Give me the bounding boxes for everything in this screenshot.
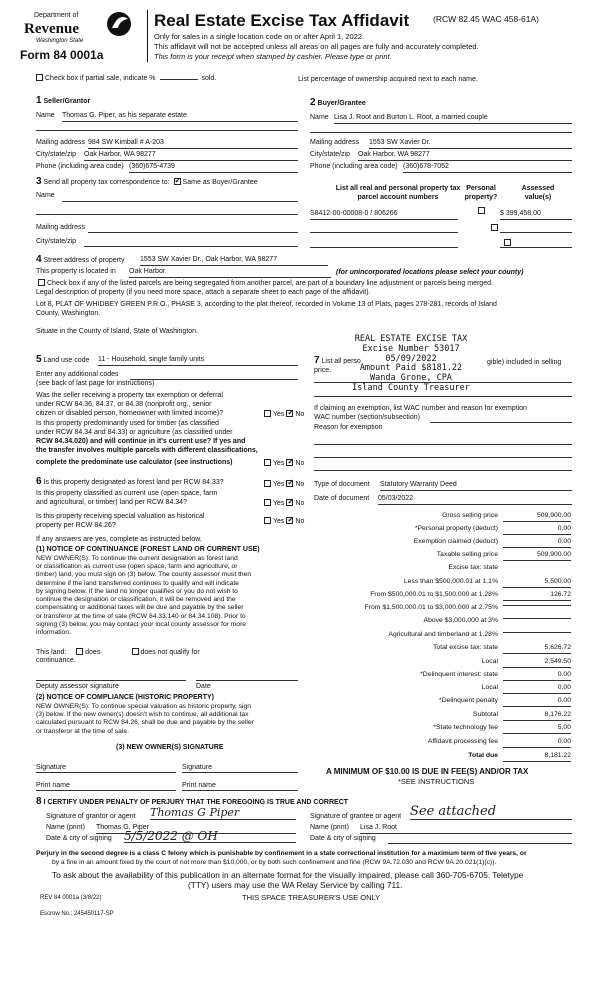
sec7-text-b: gible) included in selling — [487, 359, 562, 366]
land-use-field[interactable]: 11 - Household, single family units — [98, 356, 298, 366]
located-lbl: This property is located in — [36, 268, 116, 275]
notice-line: compensating or additional taxes will be due and payable by the seller — [36, 604, 244, 612]
historic-yes-no — [262, 517, 304, 527]
any-yes-note: If any answers are yes, complete as instructed below. — [36, 536, 202, 543]
grantor-name-lbl: Name (print) — [46, 824, 85, 831]
header-line1: Only for sales in a single location code on or after April 1, 2022. — [154, 32, 365, 41]
fee-label: Local — [481, 658, 498, 665]
new-owner-sig-title: (3) NEW OWNER(S) SIGNATURE — [116, 744, 224, 751]
buyer-city-field[interactable]: Oak Harbor, WA 98277 — [358, 151, 572, 161]
legal-desc-text3: Situate in the County of Island, State of Washington. — [36, 328, 199, 335]
wa-swoosh-icon — [106, 10, 132, 38]
stamp-line6: Island County Treasurer — [352, 382, 470, 393]
notice-line: information. — [36, 629, 71, 637]
fee-label: Taxable selling price — [436, 551, 498, 558]
continuance-label: continuance. — [36, 657, 76, 664]
forest-q-row — [36, 476, 224, 489]
street-address-label: Street address of property — [43, 257, 125, 264]
notice-line: or classification as current use (open space, farm and agriculture, or — [36, 563, 238, 571]
exemption-yes-no — [262, 410, 304, 420]
minimum-notice: A MINIMUM OF $10.00 IS DUE IN FEE(S) AND/OR TAX — [326, 767, 529, 776]
fee-label: *State technology fee — [433, 724, 498, 731]
buyer-mail-field[interactable]: 1553 SW Xavier Dr. — [369, 139, 572, 149]
exemption-q-l3: citizen or disabled person, homeowner with limited income)? — [36, 410, 224, 417]
reason-line3[interactable] — [314, 470, 572, 471]
does-not-checkbox[interactable] — [132, 648, 139, 655]
tax-corr-row — [36, 176, 258, 189]
washington-label: Washington State — [36, 38, 84, 44]
buyer-mail-lbl: Mailing address — [310, 139, 360, 146]
fee-value[interactable]: 5,626.72 — [503, 644, 571, 654]
fee-value[interactable]: 5,500.00 — [503, 578, 571, 588]
owner-print-2-lbl: Print name — [182, 782, 216, 789]
stamp-line4: Amount Paid $8181.22 — [359, 363, 463, 374]
fee-label: Subtotal — [473, 711, 498, 718]
notice-line: NEW OWNER(S): To continue the current designation as forest land — [36, 555, 238, 562]
parcel-row-2[interactable] — [310, 232, 458, 233]
fee-value[interactable]: 0.00 — [503, 697, 571, 707]
personal-property-checkbox-2[interactable] — [491, 224, 498, 231]
same-as-buyer-checkbox[interactable] — [174, 178, 181, 185]
grantee-name-lbl: Name (print) — [310, 824, 349, 831]
fee-label: From $500,000.01 to $1,500,000 at 1.28% — [370, 591, 498, 598]
buyer-title: Buyer/Grantee — [317, 100, 366, 107]
notice-line: signing (3) below, you may contact your local county assessor for more — [36, 620, 247, 628]
owner-sig-2-lbl: Signature — [182, 764, 212, 771]
personal-prop-row — [314, 355, 361, 368]
corr-name-line2 — [36, 214, 298, 215]
assessed-row-3[interactable] — [500, 247, 572, 248]
personal-prop-line2[interactable] — [314, 396, 572, 397]
exemption-no-checkbox[interactable] — [286, 410, 293, 417]
section-number: 7 — [314, 355, 320, 366]
reason-lbl: Reason for exemption — [314, 424, 383, 431]
buyer-name-lbl: Name — [310, 114, 329, 121]
legal-desc-text2: County, Washington. — [36, 310, 101, 317]
parcel-col-header — [313, 185, 483, 203]
exemption-wac-lbl: If claiming an exemption, list WAC number and reason for exemption — [314, 405, 527, 412]
reason-line1[interactable] — [314, 444, 572, 445]
timber-q-l5: complete the predominate use calculator (see instructions) — [36, 459, 233, 466]
timber-q-l4: the transfer involves multiple parcels with different classifications, — [36, 447, 258, 454]
timber-q-l2: under RCW 84.34 and 84.33) or agriculture (as classified under — [36, 429, 233, 436]
form-number: Form 84 0001a — [20, 48, 104, 62]
stamp-line5: Wanda Grone, CPA — [370, 373, 452, 384]
assessed-row-2[interactable] — [500, 232, 572, 233]
rcw-ref: (RCW 82.45 WAC 458-61A) — [433, 14, 539, 24]
corr-city-lbl: City/state/zip — [36, 238, 77, 245]
fee-value[interactable]: 0.00 — [503, 671, 571, 681]
tax-corr-label: Send all property tax correspondence to: — [43, 179, 170, 186]
personal-property-checkbox-1[interactable] — [478, 207, 485, 214]
see-instructions: *SEE INSTRUCTIONS — [398, 777, 475, 786]
notice-line: by signing below. If the land no longer qualifies or you do not wish to — [36, 587, 238, 595]
current-use-yes-checkbox[interactable] — [264, 499, 271, 506]
legal-desc-text1: Lot 8, PLAT OF WHIDBEY GREEN P.R.O., PHASE 3, according to the plat thereof, recorded in Volume 13 of Plats, pages 278-281, records of Island — [36, 301, 497, 308]
notice-compliance-text — [36, 703, 254, 736]
notice-line: or transferor at the time of sale. — [36, 727, 129, 735]
header-divider — [147, 10, 148, 62]
section-number: 5 — [36, 354, 42, 365]
notice-compliance-title: (2) NOTICE OF COMPLIANCE (HISTORIC PROPERTY) — [36, 694, 214, 701]
exemption-yes-checkbox[interactable] — [264, 410, 271, 417]
fee-value[interactable]: 0.00 — [503, 525, 571, 535]
uninc-note: (for unincorporated locations please select your county) — [336, 269, 524, 276]
fee-label: Less than $500,000.01 at 1.1% — [403, 578, 498, 585]
parcel-row-3[interactable] — [310, 247, 458, 248]
notice-line: timber) land, you must sign on (3) below. The county assessor must then — [36, 571, 252, 579]
corr-mail-field[interactable] — [88, 232, 298, 233]
sec7-text-c: price. — [314, 367, 332, 374]
perjury-text-1: Perjury in the second degree is a class C felony which is punishable by confinement in a state correctional institution for a maximum term of five years, or — [36, 850, 527, 857]
partial-sale-label: Check box if partial sale, indicate % — [45, 75, 156, 82]
assessed-value-field[interactable]: $ 399,458.00 — [500, 210, 572, 220]
fee-value[interactable]: 8,181.22 — [503, 752, 571, 762]
assessed-h1: Assessed — [521, 185, 555, 192]
fee-label: *Delinquent penalty — [439, 697, 498, 704]
buyer-phone-lbl: Phone (including area code) — [310, 163, 398, 170]
current-use-q2: and agricultural, or timber) land per RCW 84.34? — [36, 499, 187, 506]
deputy-date-lbl: Date — [196, 683, 211, 690]
fee-label: Affidavit processing fee — [427, 738, 498, 745]
fee-value[interactable]: 509,900.00 — [503, 512, 571, 522]
grantee-name-field[interactable]: Lisa J. Root — [360, 824, 572, 834]
partial-sale-row — [34, 74, 216, 84]
no-label: No — [295, 460, 305, 467]
certify-label: I CERTIFY UNDER PENALTY OF PERJURY THAT THE FOREGOING IS TRUE AND CORRECT — [43, 799, 349, 806]
additional-codes-field[interactable] — [130, 379, 298, 380]
deputy-date-field[interactable] — [196, 680, 298, 681]
fee-label: Total due — [468, 752, 498, 759]
seller-city-lbl: City/state/zip — [36, 151, 77, 158]
header-line2: This affidavit will not be accepted unless all areas on all pages are fully and accurately completed. — [154, 42, 479, 51]
alt-format-1: To ask about the availability of this publication in an alternate format for the visually impaired, please call 360-705-6705. Teletype — [52, 870, 524, 880]
additional-codes-lbl: Enter any additional codes — [36, 371, 119, 378]
yes-label: Yes — [273, 500, 285, 507]
owner-print-1-lbl: Print name — [36, 782, 70, 789]
partial-sale-checkbox[interactable] — [36, 74, 43, 81]
yes-label: Yes — [273, 460, 285, 467]
yes-label: Yes — [273, 411, 285, 418]
no-label: No — [295, 500, 305, 507]
historic-q2: property per RCW 84.26? — [36, 522, 116, 529]
wac-number-lbl: WAC number (section/subsection) — [314, 414, 420, 421]
same-as-buyer-label: Same as Buyer/Grantee — [182, 179, 258, 186]
doc-type-field[interactable]: Statutory Warranty Deed — [380, 481, 572, 491]
seller-city-field[interactable]: Oak Harbor, WA 98277 — [84, 151, 298, 161]
timber-yes-checkbox[interactable] — [264, 459, 271, 466]
revenue-label: Revenue — [24, 21, 79, 37]
forest-q: Is this property designated as forest land per RCW 84.33? — [43, 479, 224, 486]
corr-city-field[interactable] — [84, 246, 298, 247]
stamp-line1: REAL ESTATE EXCISE TAX — [354, 334, 468, 344]
fee-value[interactable]: 509,900.00 — [503, 551, 571, 561]
forest-yes-no — [262, 480, 304, 490]
timber-q-l1: Is this property predominantly used for timber (as classified — [36, 420, 219, 427]
doc-date-field[interactable]: 05/03/2022 — [378, 495, 572, 505]
historic-no-checkbox[interactable] — [286, 517, 293, 524]
no-label: No — [295, 481, 305, 488]
grantee-signature[interactable]: See attached — [410, 804, 572, 820]
legal-desc-label: Legal description of property (if you need more space, attach a separate sheet to each page of the affidavit). — [36, 289, 371, 296]
perjury-note-1 — [36, 850, 527, 858]
fee-value[interactable] — [503, 631, 571, 633]
seller-phone-field[interactable]: (360)675-4739 — [129, 163, 298, 173]
buyer-name-line2 — [310, 132, 572, 133]
does-not-label: does not qualify for — [140, 649, 200, 656]
personal-h1: Personal — [466, 185, 496, 192]
assessed-col-header — [513, 185, 563, 203]
personal-prop-line1[interactable] — [314, 382, 572, 383]
segregated-row — [36, 279, 493, 289]
yes-label: Yes — [273, 518, 285, 525]
yes-label: Yes — [273, 481, 285, 488]
grantee-sig-lbl: Signature of grantee or agent — [310, 813, 402, 820]
partial-pct-field[interactable] — [160, 79, 198, 80]
seller-mail-field[interactable]: 984 SW Kimball # A-203 — [88, 139, 298, 149]
does-checkbox[interactable] — [76, 648, 83, 655]
parcel-h1: List all real and personal property tax — [335, 185, 461, 192]
alt-format-2: (TTY) users may use the WA Relay Service by calling 711. — [188, 880, 403, 890]
section-number: 1 — [36, 95, 42, 106]
personal-property-checkbox-3[interactable] — [504, 239, 511, 246]
timber-q-l3: RCW 84.34.020) and will continue in it's current use? If yes and — [36, 438, 246, 445]
exemption-q-l1: Was the seller receiving a property tax exemption or deferral — [36, 392, 223, 399]
seller-section-title — [36, 95, 90, 108]
fee-label: *Delinquent interest: state — [420, 671, 498, 678]
located-field[interactable]: Oak Harbor — [129, 268, 331, 278]
fee-label: Agricultural and timberland at 1.28% — [388, 631, 498, 638]
grantor-date-field[interactable]: 5/5/2022 @ OH — [124, 829, 296, 843]
current-use-no-checkbox[interactable] — [286, 499, 293, 506]
fee-value[interactable]: 8,176.22 — [503, 711, 571, 721]
personal-h2: property? — [464, 193, 498, 201]
doc-date-lbl: Date of document — [314, 495, 370, 502]
fee-label: Exemption claimed (deduct) — [413, 538, 498, 545]
notice-continuance-text — [36, 555, 251, 637]
notice-line: NEW OWNER(S): To continue special valuation as historic property, sign — [36, 703, 251, 710]
street-address-row — [36, 254, 124, 267]
seller-name-field[interactable]: Thomas G. Piper, as his separate estate — [62, 112, 298, 122]
seller-title: Seller/Grantor — [43, 98, 91, 105]
fee-label: *Personal property (deduct) — [414, 525, 498, 532]
parcel-number-field[interactable]: S8412-00-00008-0 / 806266 — [310, 210, 458, 220]
fee-value[interactable]: 0.00 — [503, 538, 571, 548]
sold-label: sold. — [201, 75, 217, 82]
current-use-yes-no — [262, 499, 304, 509]
land-use-row — [36, 354, 89, 367]
wac-number-field[interactable] — [430, 422, 572, 423]
personal-col-header — [462, 185, 500, 203]
doc-type-lbl: Type of document — [314, 481, 370, 488]
buyer-section-title — [310, 97, 366, 110]
reason-line2[interactable] — [314, 457, 572, 458]
owner-sig-1-lbl: Signature — [36, 764, 66, 771]
section-number: 6 — [36, 476, 42, 487]
grantor-name-field[interactable]: Thomas G. Piper — [96, 824, 296, 834]
segregated-checkbox[interactable] — [38, 279, 45, 286]
notice-continuance-title: (1) NOTICE OF CONTINUANCE (FOREST LAND OR CURRENT USE) — [36, 546, 260, 553]
forest-yes-checkbox[interactable] — [264, 480, 271, 487]
forest-no-checkbox[interactable] — [286, 480, 293, 487]
assessed-h2: value(s) — [524, 193, 552, 201]
section-number: 2 — [310, 97, 316, 108]
buyer-phone-field[interactable]: (360)678-7052 — [403, 163, 572, 173]
no-label: No — [295, 411, 305, 418]
see-back-note: (see back of last page for instructions) — [36, 380, 155, 387]
fee-value[interactable]: 126.72 — [503, 591, 571, 601]
fee-value[interactable] — [503, 604, 571, 606]
section-number: 4 — [36, 254, 42, 265]
fee-label: Local — [481, 684, 498, 691]
notice-line: determine if the land transferred continues to qualify and will indicate — [36, 579, 239, 587]
notice-line: calculated pursuant to RCW 84.26, shall be due and payable by the seller — [36, 719, 254, 727]
land-use-label: Land use code — [43, 357, 90, 364]
fee-value[interactable]: 2,549.50 — [503, 658, 571, 668]
deputy-sig-lbl: Deputy assessor signature — [36, 683, 119, 690]
grantor-date-lbl: Date & city of signing — [46, 835, 112, 842]
treasurer-use-label: THIS SPACE TREASURER'S USE ONLY — [242, 893, 381, 902]
section-number: 3 — [36, 176, 42, 187]
fee-value[interactable]: 0.00 — [503, 684, 571, 694]
grantee-date-field[interactable] — [388, 843, 572, 844]
historic-yes-checkbox[interactable] — [264, 517, 271, 524]
grantee-date-lbl: Date & city of signing — [310, 835, 376, 842]
seller-phone-lbl: Phone (including area code) — [36, 163, 124, 170]
corr-name-lbl: Name — [36, 192, 55, 199]
fee-label: From $1,500,000.01 to $3,000,000 at 2.75% — [364, 604, 498, 611]
deputy-sig-field[interactable] — [36, 680, 186, 681]
exemption-q-l2: under RCW 84.36, 84.37, or 84.38 (nonprofit org., senior — [36, 401, 212, 408]
buyer-name-field[interactable]: Lisa J. Root and Burton L. Root, a married couple — [334, 114, 572, 124]
timber-no-checkbox[interactable] — [286, 459, 293, 466]
dept-label: Department of — [34, 12, 79, 19]
perjury-note-2: by a fine in an amount fixed by the court of not more than $10,000, or by both such confinement and fine (RCW 9A.72.030 and RCW 9A.20.021(1)(c)). — [52, 859, 497, 866]
historic-q1: Is this property receiving special valuation as historical — [36, 513, 205, 520]
fee-label: Excise tax: state — [448, 564, 498, 571]
no-label: No — [295, 518, 305, 525]
sec7-text-a: List all perso — [321, 358, 361, 365]
grantor-sig-lbl: Signature of grantor or agent — [46, 813, 136, 820]
seller-name-lbl: Name — [36, 112, 55, 119]
notice-line: or transferor at the time of sale (RCW 84.33.140 or 84.34.108). Prior to — [36, 612, 246, 620]
header-line3: This form is your receipt when stamped by cashier. Please type or print. — [154, 52, 392, 61]
fee-label: Gross selling price — [442, 512, 498, 519]
street-address-field[interactable]: 1553 SW Xavier Dr., Oak Harbor, WA 98277 — [140, 256, 328, 266]
corr-name-field[interactable] — [62, 201, 298, 202]
current-use-q1: Is this property classified as current use (open space, farm — [36, 490, 218, 497]
timber-yes-no — [262, 459, 304, 469]
this-land-label: This land: — [36, 649, 67, 656]
fee-value[interactable]: 0.00 — [503, 738, 571, 748]
notice-line: (3) below. If the new owner(s) doesn't wish to continue, all additional tax — [36, 711, 249, 719]
escrow-number: Escrow No.: 245450117-SP — [40, 911, 114, 917]
seller-name-line2 — [36, 130, 298, 131]
seller-mail-lbl: Mailing address — [36, 139, 86, 146]
grantor-signature[interactable]: Thomas G Piper — [150, 806, 296, 820]
parcel-h1b: parcel account numbers — [357, 193, 439, 201]
does-label: does — [85, 649, 101, 656]
page-title: Real Estate Excise Tax Affidavit — [154, 11, 410, 30]
fee-label: Above $3,000,000 at 3% — [423, 617, 498, 624]
revision-label: REV 84 0001a (3/8/22) — [40, 895, 102, 901]
fee-label: Total excise tax: state — [433, 644, 498, 651]
buyer-city-lbl: City/state/zip — [310, 151, 351, 158]
corr-mail-lbl: Mailing address — [36, 224, 86, 231]
section-number: 8 — [36, 796, 42, 807]
fee-value[interactable]: 5.00 — [503, 724, 571, 734]
list-pct-note: List percentage of ownership acquired next to each name. — [298, 76, 478, 83]
notice-line: continue the designation or classification, it will be removed and the — [36, 596, 236, 604]
stamp-line3: 05/09/2022 — [385, 353, 437, 364]
stamp-line2: Excise Number 53017 — [362, 343, 460, 354]
segregated-label: Check box if any of the listed parcels are being segregated from another parcel, are part of a boundary line adjustment or parcels being merged. — [47, 280, 493, 287]
fee-value[interactable] — [503, 617, 571, 619]
